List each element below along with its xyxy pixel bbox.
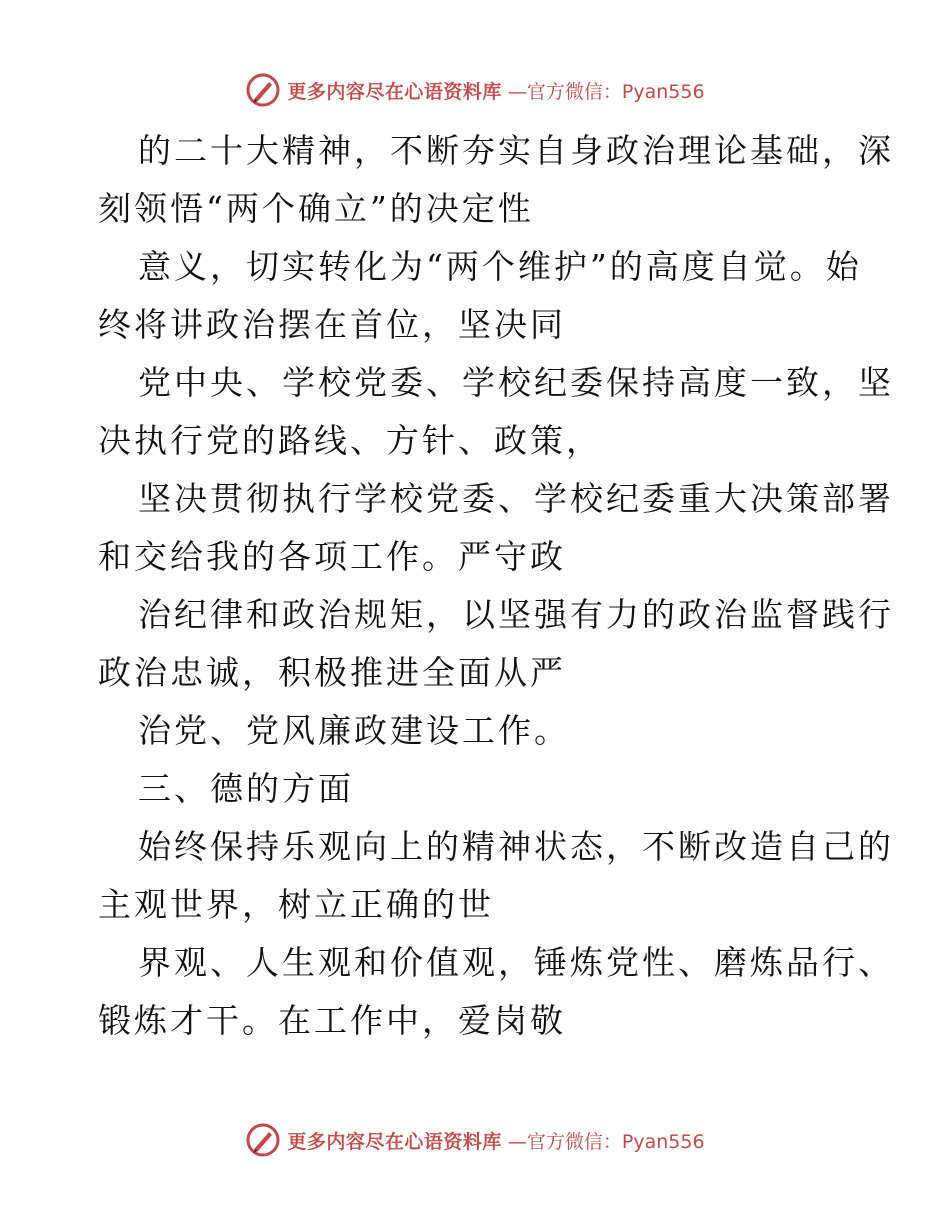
watermark-site-text: 更多内容尽在心语资料库 (287, 80, 502, 103)
text-line: 刻领悟“两个确立”的决定性 (98, 189, 534, 228)
text-line: 意义，切实转化为“两个维护”的高度自觉。始 (138, 247, 862, 286)
text-line: 的二十大精神，不断夯实自身政治理论基础，深 (138, 131, 894, 170)
text-line: 坚决贯彻执行学校党委、学校纪委重大决策部署 (138, 479, 894, 518)
text-line: 治党、党风廉政建设工作。 (138, 711, 570, 750)
text-line: 和交给我的各项工作。严守政 (98, 537, 566, 576)
text-line: 政治忠诚，积极推进全面从严 (98, 653, 566, 692)
watermark-site-text: 更多内容尽在心语资料库 (287, 1130, 502, 1153)
section-heading: 三、德的方面 (138, 769, 354, 808)
text-line: 界观、人生观和价值观，锤炼党性、磨炼品行、 (138, 943, 894, 982)
pen-logo-icon (245, 1122, 281, 1158)
watermark-wechat-text: —官方微信：Pyan556 (507, 1130, 705, 1153)
text-line: 终将讲政治摆在首位，坚决同 (98, 305, 566, 344)
pen-logo-icon (245, 72, 281, 108)
header-watermark (0, 70, 950, 110)
footer-watermark (0, 1120, 950, 1160)
text-line: 始终保持乐观向上的精神状态，不断改造自己的 (138, 827, 894, 866)
document-body (98, 122, 894, 1050)
text-line: 治纪律和政治规矩，以坚强有力的政治监督践行 (138, 595, 894, 634)
text-line: 党中央、学校党委、学校纪委保持高度一致，坚 (138, 363, 894, 402)
watermark-wechat-text: —官方微信：Pyan556 (507, 80, 705, 103)
text-line: 主观世界，树立正确的世 (98, 885, 494, 924)
text-line: 决执行党的路线、方针、政策， (98, 421, 602, 460)
text-line: 锻炼才干。在工作中，爱岗敬 (98, 1001, 566, 1040)
